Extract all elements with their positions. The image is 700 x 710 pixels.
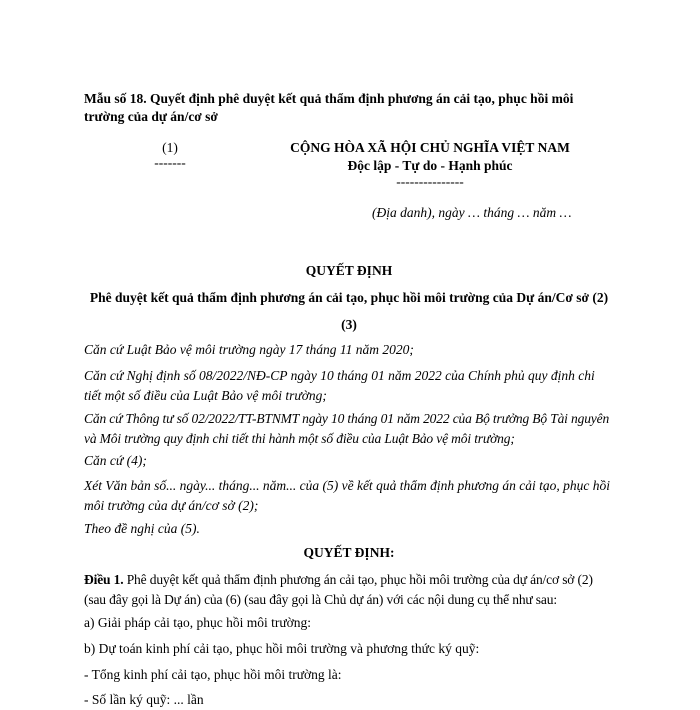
issuer-ref: (3) [341, 317, 357, 332]
basis-item: Căn cứ (4); [84, 453, 147, 468]
national-motto: Độc lập - Tự do - Hạnh phúc [347, 158, 513, 173]
article-item: a) Giải pháp cải tạo, phục hồi môi trường: [84, 615, 312, 630]
place-and-date: (Địa danh), ngày … tháng … năm … [372, 205, 572, 220]
article-item: - Số lần ký quỹ: ... lần [84, 692, 204, 707]
article-item: b) Dự toán kinh phí cải tạo, phục hồi môi trường và phương thức ký quỹ: [84, 641, 480, 656]
decides-heading: QUYẾT ĐỊNH: [303, 545, 395, 560]
basis-item: Căn cứ Thông tư số 02/2022/TT-BTNMT ngày 10 tháng 01 năm 2022 của Bộ trưởng Bộ Tài nguyên và Môi trường quy định chi tiết thi hành một số điều của Luật Bảo vệ môi trường; [84, 411, 610, 446]
basis-item: Xét Văn bản số... ngày... tháng... năm... của (5) về kết quả thẩm định phương án cải tạo, phục hồi môi trường của dự án/cơ sở (2); [84, 478, 610, 513]
article-1-text: Phê duyệt kết quả thẩm định phương án cải tạo, phục hồi môi trường của dự án/cơ sở (2) (sau đây gọi là Dự án) của (6) (sau đây gọi là Chủ dự án) với các nội dung cụ thể như sau: [84, 572, 593, 607]
article-1 [84, 570, 614, 610]
form-title: Mẫu số 18. Quyết định phê duyệt kết quả thẩm định phương án cải tạo, phục hồi môi trường của dự án/cơ sở [84, 91, 574, 124]
national-title: CỘNG HÒA XÃ HỘI CHỦ NGHĨA VIỆT NAM [290, 140, 570, 155]
basis-item: Căn cứ Nghị định số 08/2022/NĐ-CP ngày 10 tháng 01 năm 2022 của Chính phủ quy định chi tiết một số điều của Luật Bảo vệ môi trường; [84, 368, 595, 403]
agency-separator: ------- [154, 155, 186, 170]
article-item: - Tổng kinh phí cải tạo, phục hồi môi trường là: [84, 667, 342, 682]
article-1-label: Điều 1. [84, 572, 124, 587]
decision-heading: QUYẾT ĐỊNH [305, 263, 393, 278]
basis-item: Theo đề nghị của (5). [84, 521, 200, 536]
basis-item: Căn cứ Luật Bảo vệ môi trường ngày 17 tháng 11 năm 2020; [84, 342, 414, 357]
motto-separator: --------------- [396, 174, 464, 189]
agency-ref: (1) [162, 140, 178, 155]
decision-subject: Phê duyệt kết quả thẩm định phương án cải tạo, phục hồi môi trường của Dự án/Cơ sở (2) [89, 290, 609, 305]
